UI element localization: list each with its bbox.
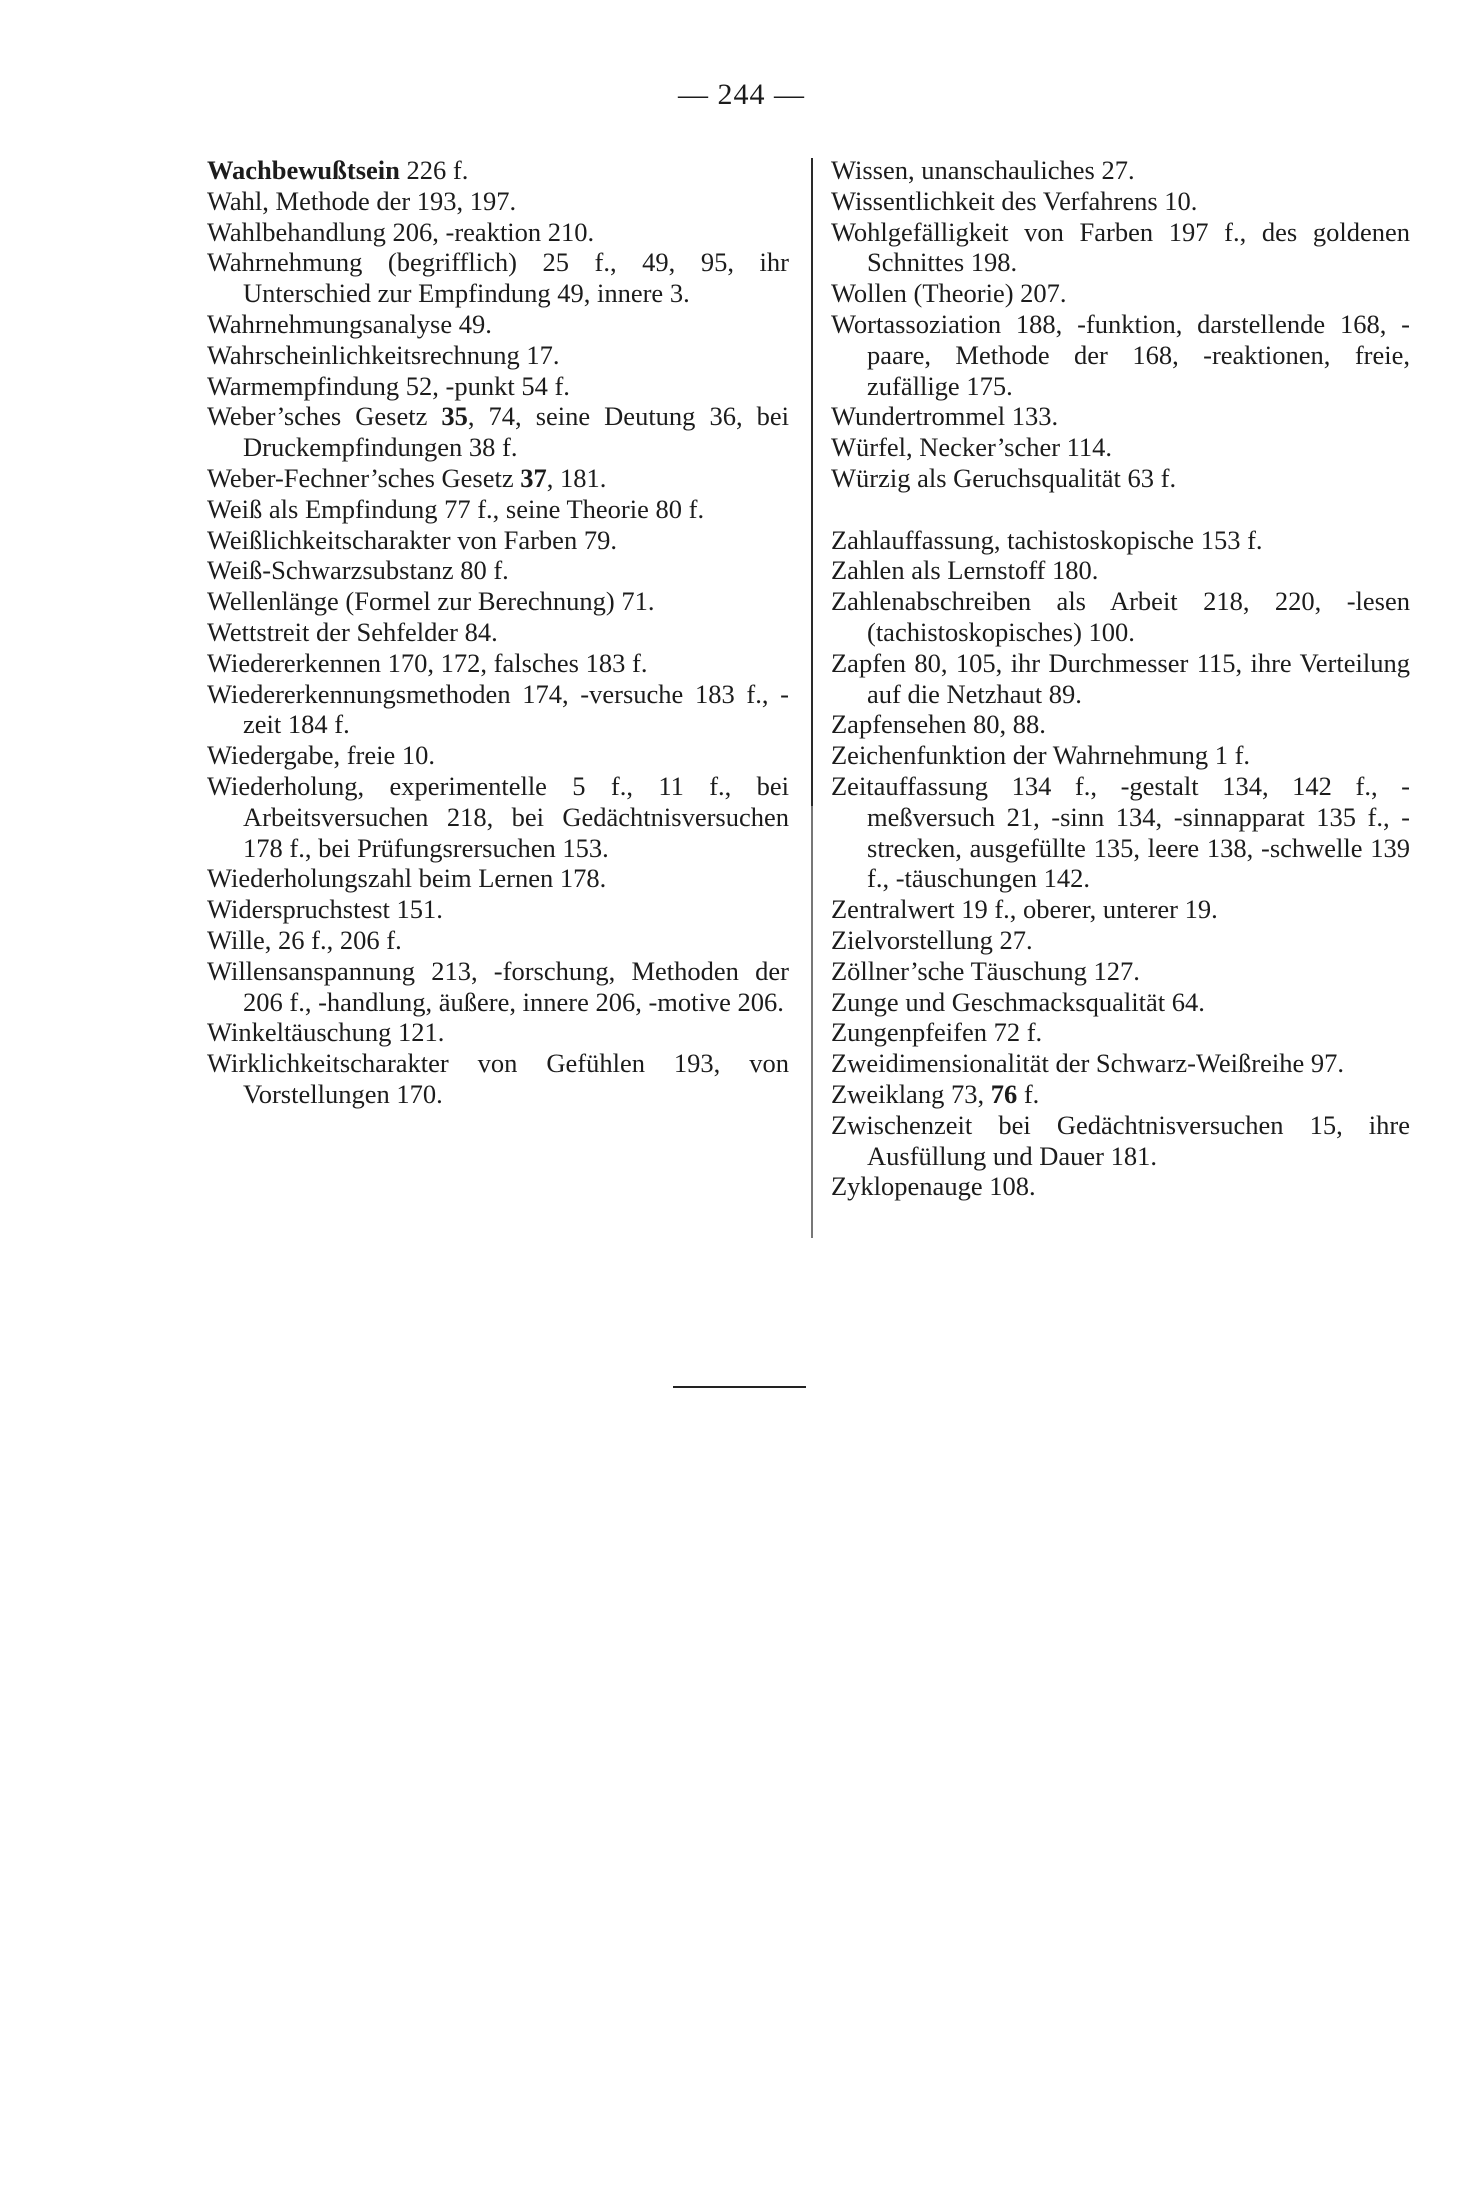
- bold-reference: 35: [441, 401, 468, 432]
- index-entry: [831, 709, 1410, 740]
- index-entry: [207, 925, 789, 956]
- entry-text: Zweidimensionalität der Schwarz-Weißreihe 97.: [831, 1048, 1344, 1079]
- entry-text: Zöllner’sche Täuschung 127.: [831, 955, 1140, 986]
- index-entry: [207, 309, 789, 340]
- entry-text: , 74, seine Deutung 36, bei Druckempfindungen 38 f.: [243, 401, 789, 463]
- index-entry: [207, 340, 789, 371]
- entry-text: Wahrnehmungsanalyse 49.: [207, 308, 492, 339]
- entry-text: Zahlen als Lernstoff 180.: [831, 555, 1099, 586]
- index-entry: [831, 1048, 1410, 1079]
- entry-text: Zentralwert 19 f., oberer, unterer 19.: [831, 894, 1218, 925]
- index-entry: [831, 155, 1410, 186]
- index-entry: [831, 555, 1410, 586]
- section-gap: [831, 494, 1410, 525]
- entry-text: Wahrnehmung (begrifflich) 25 f., 49, 95, ihr Unterschied zur Empfindung 49, innere 3.: [207, 247, 789, 309]
- index-entry: [207, 740, 789, 771]
- index-entry: [207, 771, 789, 863]
- entry-text: Winkeltäuschung 121.: [207, 1017, 445, 1048]
- index-column-right: [831, 155, 1410, 1202]
- entry-text: Warmempfindung 52, -punkt 54 f.: [207, 370, 570, 401]
- entry-text: Zeichenfunktion der Wahrnehmung 1 f.: [831, 740, 1251, 771]
- bold-reference: 76: [990, 1078, 1018, 1109]
- index-entry: [831, 987, 1410, 1018]
- entry-text: Zyklopenauge 108.: [831, 1171, 1036, 1202]
- entry-text: Zweiklang 73,: [831, 1078, 991, 1109]
- index-entry: [831, 401, 1410, 432]
- entry-text: Wirklichkeitscharakter von Gefühlen 193, von Vorstellungen 170.: [207, 1048, 789, 1109]
- index-entry: [831, 217, 1410, 279]
- index-entry: [831, 525, 1410, 556]
- entry-text: Wiedererkennen 170, 172, falsches 183 f.: [207, 647, 648, 678]
- index-entry: [831, 1110, 1410, 1172]
- index-entry: [831, 309, 1410, 401]
- entry-text: Weber’sches Gesetz: [207, 401, 442, 432]
- index-entry: [831, 186, 1410, 217]
- entry-text: Wahl, Methode der 193, 197.: [207, 185, 517, 216]
- index-entry: [207, 525, 789, 556]
- index-entry: [207, 401, 789, 463]
- index-entry: [207, 956, 789, 1018]
- index-entry: [207, 217, 789, 248]
- entry-text: Zungenpfeifen 72 f.: [831, 1017, 1043, 1048]
- entry-text: Wille, 26 f., 206 f.: [207, 924, 402, 955]
- index-column-left: [207, 155, 789, 1110]
- entry-text: Wiedererkennungsmethoden 174, -versuche 183 f., -zeit 184 f.: [207, 678, 789, 740]
- index-entry: [207, 894, 789, 925]
- index-entry: [831, 925, 1410, 956]
- entry-text: Willensanspannung 213, -forschung, Methoden der 206 f., -handlung, äußere, innere 206, -motive 206.: [207, 955, 789, 1017]
- index-entry: [831, 1171, 1410, 1202]
- index-entry: [831, 1017, 1410, 1048]
- entry-text: , 181.: [546, 462, 607, 493]
- entry-text: Zeitauffassung 134 f., -gestalt 134, 142 f., -meßversuch 21, -sinn 134, -sinnapparat 135 f., -strecken, ausgefüllte 135, leere 138, -schwelle 139 f., -täuschungen 142.: [831, 770, 1410, 894]
- entry-text: Zapfen 80, 105, ihr Durchmesser 115, ihre Verteilung auf die Netzhaut 89.: [831, 647, 1410, 709]
- entry-text: Weißlichkeitscharakter von Farben 79.: [207, 524, 617, 555]
- end-rule: [673, 1386, 806, 1388]
- entry-text: Wohlgefälligkeit von Farben 197 f., des goldenen Schnittes 198.: [831, 216, 1410, 278]
- entry-text: 226 f.: [399, 155, 469, 185]
- entry-text: Wollen (Theorie) 207.: [831, 278, 1067, 309]
- entry-text: Wettstreit der Sehfelder 84.: [207, 616, 498, 647]
- entry-text: Wahlbehandlung 206, -reaktion 210.: [207, 216, 595, 247]
- entry-text: Wortassoziation 188, -funktion, darstellende 168, -paare, Methode der 168, -reaktionen, freie, zufällige 175.: [831, 308, 1410, 401]
- index-entry: [831, 278, 1410, 309]
- index-entry: [207, 1017, 789, 1048]
- index-entry: [831, 956, 1410, 987]
- entry-text: Würzig als Geruchsqualität 63 f.: [831, 462, 1177, 493]
- entry-text: Zwischenzeit bei Gedächtnisversuchen 15, ihre Ausfüllung und Dauer 181.: [831, 1109, 1410, 1171]
- entry-text: Wiederholungszahl beim Lernen 178.: [207, 863, 607, 894]
- entry-text: Zahlauffassung, tachistoskopische 153 f.: [831, 524, 1263, 555]
- bold-reference: 37: [520, 462, 547, 493]
- entry-text: Wiederholung, experimentelle 5 f., 11 f., bei Arbeitsversuchen 218, bei Gedächtnisversuchen 178 f., bei Prüfungsrersuchen 153.: [207, 770, 789, 863]
- entry-text: Wissentlichkeit des Verfahrens 10.: [831, 185, 1198, 216]
- index-entry: [207, 586, 789, 617]
- entry-text: Widerspruchstest 151.: [207, 894, 443, 925]
- entry-text: Wahrscheinlichkeitsrechnung 17.: [207, 339, 560, 370]
- index-entry: [831, 1079, 1410, 1110]
- entry-text: Weber-Fechner’sches Gesetz: [207, 462, 521, 493]
- index-entry: [207, 494, 789, 525]
- index-entry: [207, 1048, 789, 1110]
- entry-text: Wissen, unanschauliches 27.: [831, 155, 1135, 185]
- index-entry: [831, 894, 1410, 925]
- index-entry: [207, 155, 789, 186]
- index-entry: [207, 186, 789, 217]
- index-entry: [207, 617, 789, 648]
- index-entry: [207, 555, 789, 586]
- page-number: — 244 —: [678, 78, 805, 111]
- index-entry: [207, 679, 789, 741]
- index-entry: [831, 586, 1410, 648]
- entry-text: Weiß-Schwarzsubstanz 80 f.: [207, 555, 509, 586]
- index-entry: [831, 648, 1410, 710]
- entry-text: Zahlenabschreiben als Arbeit 218, 220, -lesen (tachistoskopisches) 100.: [831, 586, 1410, 647]
- index-entry: [831, 432, 1410, 463]
- index-entry: [207, 863, 789, 894]
- entry-text: Weiß als Empfindung 77 f., seine Theorie 80 f.: [207, 493, 705, 524]
- entry-text: Würfel, Necker’scher 114.: [831, 432, 1113, 463]
- index-entry: [207, 371, 789, 402]
- entry-text: Wundertrommel 133.: [831, 401, 1059, 432]
- index-entry: [831, 740, 1410, 771]
- index-entry: [831, 771, 1410, 894]
- entry-text: Wiedergabe, freie 10.: [207, 740, 435, 771]
- index-entry: [831, 463, 1410, 494]
- entry-text: Zapfensehen 80, 88.: [831, 709, 1046, 740]
- index-entry: [207, 463, 789, 494]
- entry-text: Wellenlänge (Formel zur Berechnung) 71.: [207, 586, 655, 617]
- entry-text: Zunge und Geschmacksqualität 64.: [831, 986, 1205, 1017]
- index-entry: [207, 247, 789, 309]
- index-entry: [207, 648, 789, 679]
- entry-text: Zielvorstellung 27.: [831, 924, 1033, 955]
- bold-reference: Wachbewußtsein: [207, 155, 400, 185]
- column-divider: [811, 158, 813, 1238]
- entry-text: f.: [1017, 1078, 1040, 1109]
